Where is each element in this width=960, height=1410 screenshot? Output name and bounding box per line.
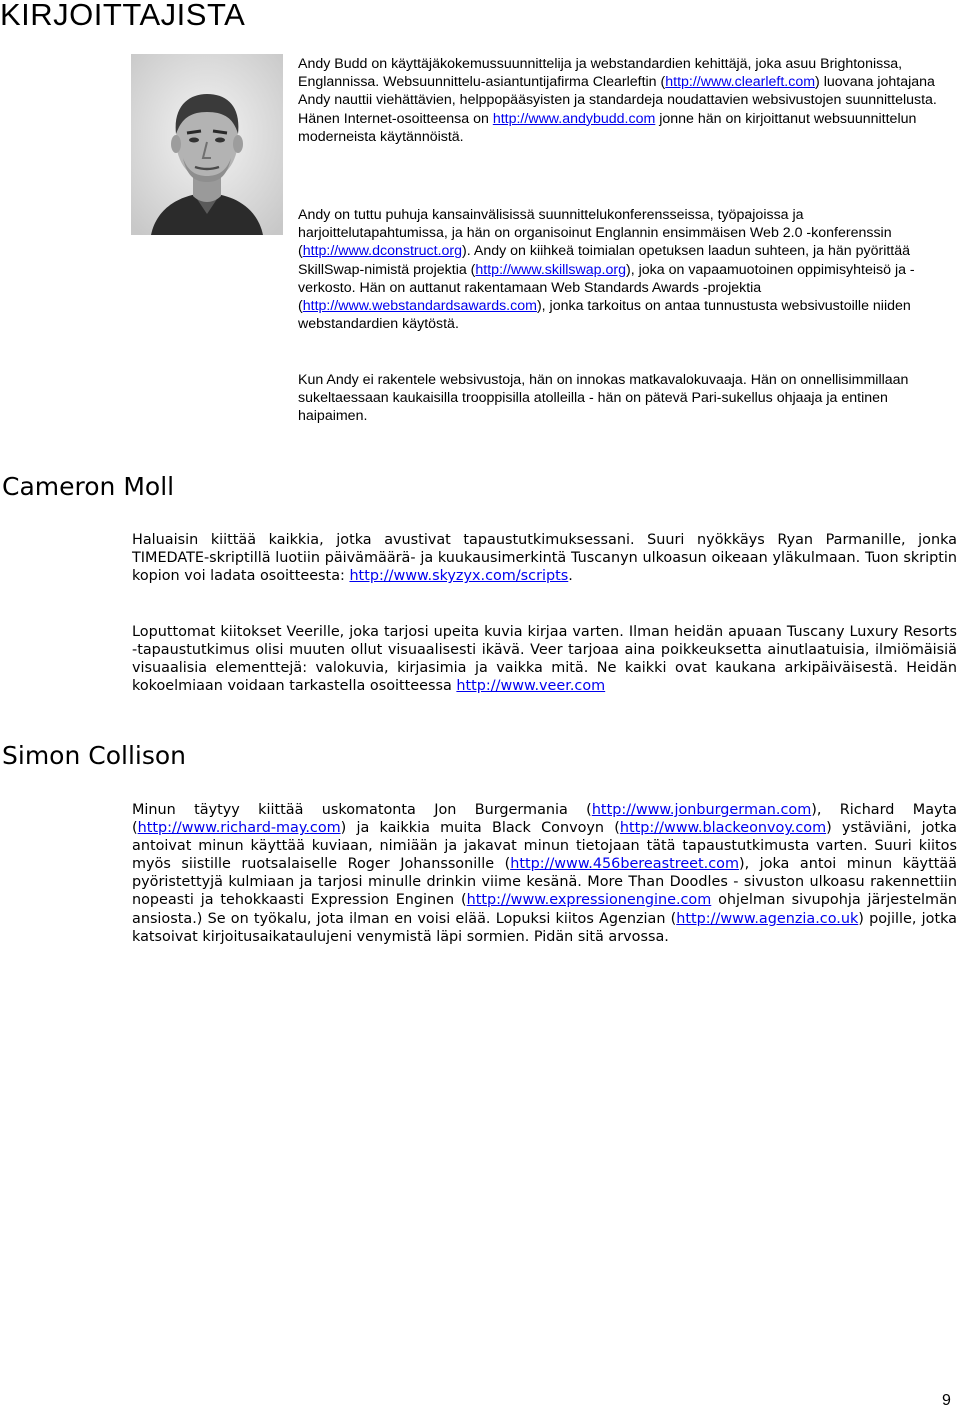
author-photo — [131, 54, 283, 235]
cameron-paragraph-2: Loputtomat kiitokset Veerille, joka tarjosi upeita kuvia kirjaa varten. Ilman heidän apuaan Tuscany Luxury Resorts -tapaustutkimus olisi muuten ollut visuaalisesti ikävä. Veer tarjoaa aina poikkeuksetta ainutlaatuisia, ilmiömäisiä visuaalisia elementtejä: valokuvia, kirjasimia ja vaikka mitä. Ne kaikki ovat kaukana arkipäiväisestä. Heidän kokoelmiaan voidaan tarkastella osoitteessa http://www.veer.com — [132, 624, 957, 695]
simon-heading: Simon Collison — [2, 741, 187, 770]
simon-paragraph-1: Minun täytyy kiittää uskomatonta Jon Burgermania (http://www.jonburgerman.com), Richard Mayta (http://www.richard-may.com) ja kaikkia muita Black Convoyn (http://www.blackeonvoy.com) ystäviäni, jotka antoivat minun käyttää kuviaan, nimiään ja jakavat minun tietojaan tätä tapaustutkimusta varten. Suuri kiitos myös siistille ruotsalaiselle Roger Johanssonille (http://www.456bereastreet.com), joka antoi minun käyttää pyöristettyjä kulmiaan ja tarjosi minulle drinkin viime kesänä. More Than Doodles - sivuston ulkoasu rakennettiin nopeasti ja tehokkaasti Expression Enginen (http://www.expressionengine.com ohjelman sivupohja järjestelmän ansiosta.) Se on työkalu, jota ilman en voisi elää. Lopuksi kiitos Agenzian (http://www.agenzia.co.uk) pojille, jotka katsoivat kirjoitusaikataulujeni venymistä läpi sormien. Pidän sitä arvossa. — [132, 802, 958, 945]
andy-bio-paragraph-1: Andy Budd on käyttäjäkokemussuunnittelija ja webstandardien kehittäjä, joka asuu Brightonissa, Englannissa. Websuunnittelu-asiantuntijafirma Clearleftin (http://www.clearleft.com) luovana johtajana Andy nauttii viehättävien, helppopääsyisten ja standardeja noudattavien websivustojen suunnittelusta. Hänen Internet-osoitteensa on http://www.andybudd.com jonne hän on kirjoittanut websuunnittelun moderneista käytännöistä. — [298, 56, 937, 145]
cameron-heading: Cameron Moll — [2, 472, 175, 501]
link-skyzyx[interactable]: http://www.skyzyx.com/scripts — [349, 568, 569, 585]
link-andybudd[interactable]: http://www.andybudd.com — [492, 110, 656, 127]
link-veer[interactable]: http://www.veer.com — [456, 678, 606, 695]
page-number: 9 — [942, 1392, 951, 1409]
link-webstandardsawards[interactable]: http://www.webstandardsawards.com — [302, 298, 537, 315]
cameron-paragraph-1: Haluaisin kiittää kaikkia, jotka avustivat tapaustutkimuksessani. Suuri nyökkäys Ryan Parmanille, jonka TIMEDATE-skriptillä luotiin päivämäärä- ja kuukausimerkintä Tuscanyn ulkoasun oikeaan yläkulmaan. Tuon skriptin kopion voi ladata osoitteesta: http://www.skyzyx.com/scripts. — [132, 532, 957, 585]
link-agenzia[interactable]: http://www.agenzia.co.uk — [676, 910, 859, 927]
andy-bio-paragraph-3: Kun Andy ei rakentele websivustoja, hän on innokas matkavalokuvaaja. Hän on onnellisimmillaan sukeltaessaan kaukaisilla trooppisilla atolleilla - hän on pätevä Pari-sukellus ohjaaja ja entinen haipaimen. — [298, 372, 909, 425]
link-skillswap[interactable]: http://www.skillswap.org — [475, 261, 627, 278]
andy-bio-paragraph-2: Andy on tuttu puhuja kansainvälisissä suunnittelukonferensseissa, työpajoissa ja harjoittelutapahtumissa, ja hän on organisoinut Englannin ensimmäisen Web 2.0 -konferenssin (http://www.dconstruct.org). Andy on kiihkeä toimialan opetuksen laadun suhteen, ja hän pyörittää SkillSwap-nimistä projektia (http://www.skillswap.org), joka on vapaamuotoinen oppimisyhteisö ja -verkosto. Hän on auttanut rakentamaan Web Standards Awards -projektia (http://www.webstandardsawards.com), jonka tarkoitus on antaa tunnustusta websivustoille niiden webstandardien käytöstä. — [298, 207, 915, 333]
link-clearleft[interactable]: http://www.clearleft.com — [665, 74, 816, 91]
link-456bereastreet[interactable]: http://www.456bereastreet.com — [510, 856, 739, 873]
link-expressionengine[interactable]: http://www.expressionengine.com — [466, 892, 712, 909]
link-blackeonvoy[interactable]: http://www.blackeonvoy.com — [619, 820, 827, 837]
link-dconstruct[interactable]: http://www.dconstruct.org — [302, 243, 463, 260]
page-title: KIRJOITTAJISTA — [0, 0, 246, 32]
link-richard-may[interactable]: http://www.richard-may.com — [137, 820, 341, 837]
link-jonburgerman[interactable]: http://www.jonburgerman.com — [591, 802, 812, 818]
